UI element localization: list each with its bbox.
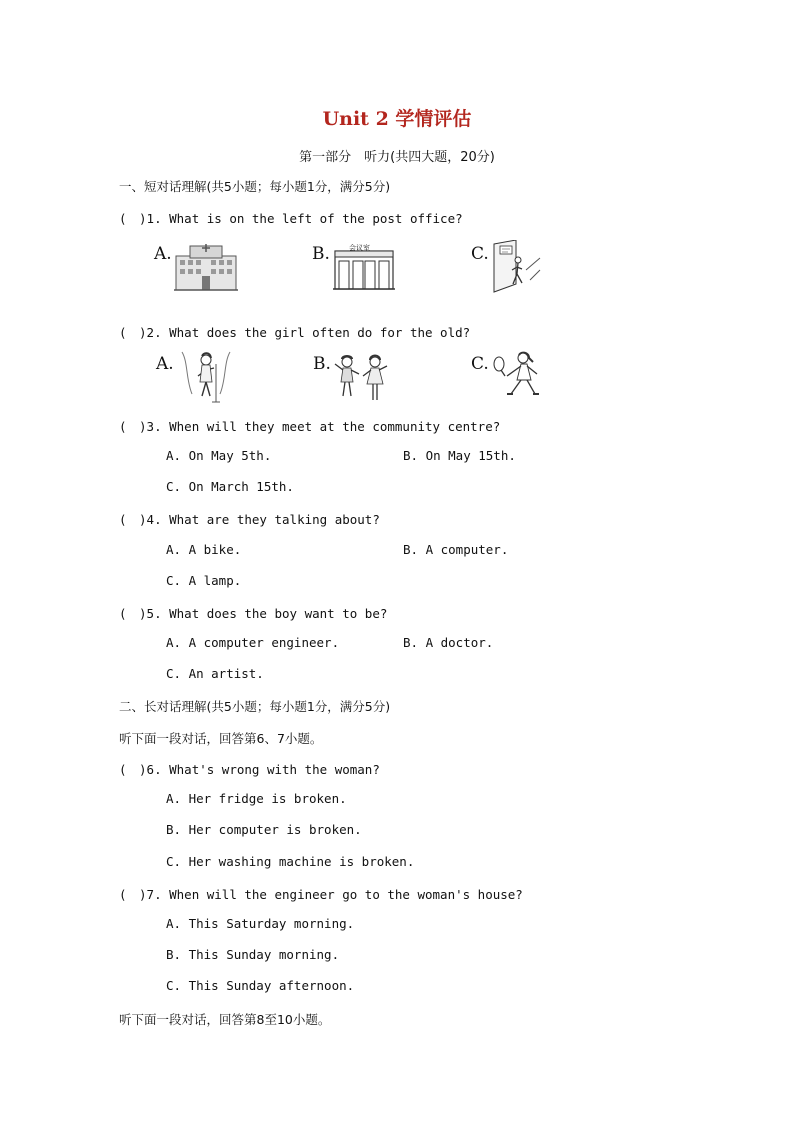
- q3-option-b: B. On May 15th.: [403, 448, 516, 463]
- q2-option-a-label: A.: [156, 354, 174, 374]
- girl-playing-tennis-picture: [489, 350, 545, 404]
- q1-option-b-label: B.: [312, 244, 330, 264]
- q3-option-a: A. On May 5th.: [166, 448, 272, 463]
- q7-option-c: C. This Sunday afternoon.: [166, 978, 355, 993]
- q6-option-b: B. Her computer is broken.: [166, 822, 362, 837]
- q1-option-a-label: A.: [154, 244, 172, 264]
- section2-intro-2: 听下面一段对话，回答第8至10小题。: [119, 1012, 331, 1027]
- question-1: ( )1. What is on the left of the post office?: [119, 211, 463, 226]
- question-5: ( )5. What does the boy want to be?: [119, 606, 388, 621]
- q4-option-a: A. A bike.: [166, 542, 242, 557]
- q2-option-c-label: C.: [471, 354, 489, 374]
- question-6: ( )6. What's wrong with the woman?: [119, 762, 380, 777]
- q5-option-b: B. A doctor.: [403, 635, 494, 650]
- section1-heading: 一、短对话理解(共5小题；每小题1分，满分5分): [119, 179, 391, 194]
- q6-option-a: A. Her fridge is broken.: [166, 791, 347, 806]
- post-office-door-picture: [490, 240, 542, 294]
- section2-intro-1: 听下面一段对话，回答第6、7小题。: [119, 731, 323, 746]
- q5-option-a: A. A computer engineer.: [166, 635, 340, 650]
- q3-option-c: C. On March 15th.: [166, 479, 294, 494]
- q1-option-c-label: C.: [471, 244, 489, 264]
- part-heading: 第一部分 听力(共四大题，20分): [299, 150, 495, 165]
- page-title: Unit 2 学情评估: [322, 108, 472, 130]
- q2-option-b-label: B.: [313, 354, 331, 374]
- section2-heading: 二、长对话理解(共5小题；每小题1分，满分5分): [119, 699, 391, 714]
- q7-option-b: B. This Sunday morning.: [166, 947, 340, 962]
- q5-option-c: C. An artist.: [166, 666, 264, 681]
- q7-option-a: A. This Saturday morning.: [166, 916, 355, 931]
- q6-option-c: C. Her washing machine is broken.: [166, 854, 415, 869]
- question-7: ( )7. When will the engineer go to the woman's house?: [119, 887, 523, 902]
- question-2: ( )2. What does the girl often do for the old?: [119, 325, 471, 340]
- girl-singing-picture: [178, 350, 234, 404]
- two-girls-dancing-picture: [331, 352, 393, 404]
- meeting-room-sign: 会议室: [349, 244, 370, 252]
- q4-option-c: C. A lamp.: [166, 573, 242, 588]
- hospital-building-picture: [174, 240, 238, 292]
- question-3: ( )3. When will they meet at the community centre?: [119, 419, 501, 434]
- question-4: ( )4. What are they talking about?: [119, 512, 380, 527]
- q4-option-b: B. A computer.: [403, 542, 509, 557]
